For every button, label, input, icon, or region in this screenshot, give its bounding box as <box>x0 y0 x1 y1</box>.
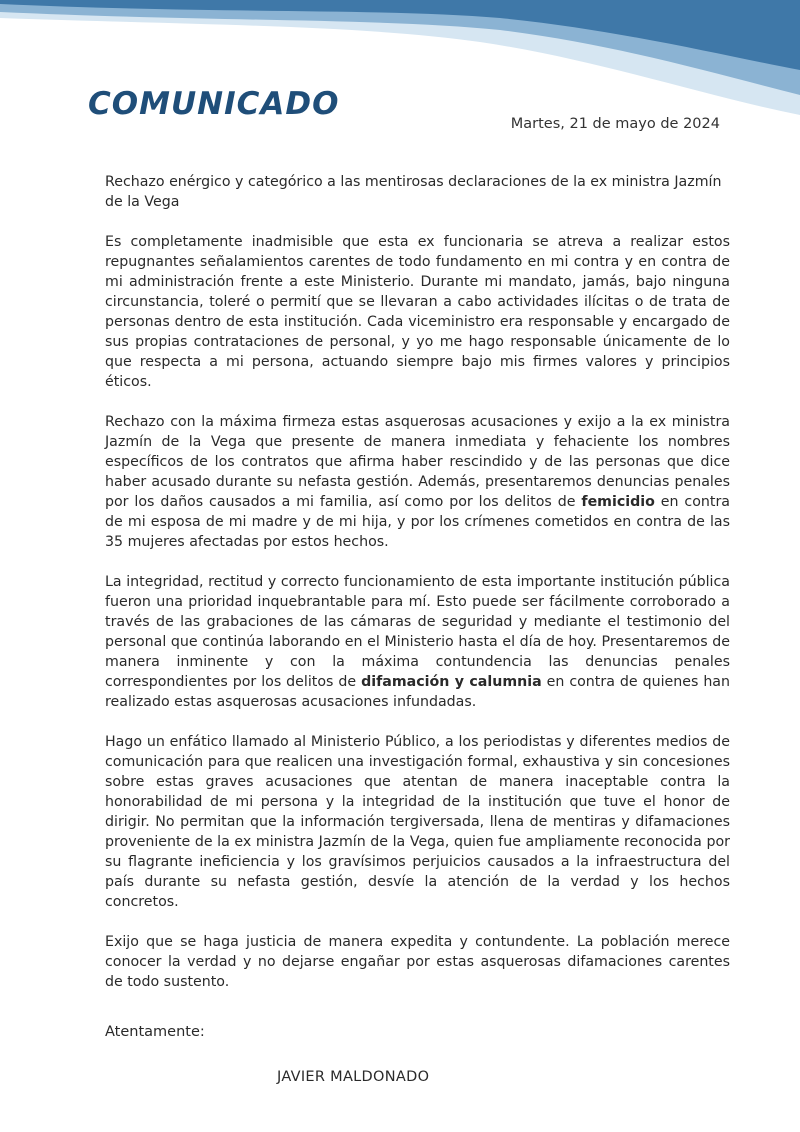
document-date: Martes, 21 de mayo de 2024 <box>510 116 720 132</box>
paragraph-2-bold: femicidio <box>581 494 655 510</box>
paragraph-2-text-a: Rechazo con la máxima firmeza estas asquerosas acusaciones y exijo a la ex ministra Jazmín de la Vega que presente de manera inmediata y fehaciente los nombres específicos de los contratos que afirma haber rescindido y de las personas que dice haber acusado durante su nefasta gestión. Además, presentaremos denuncias penales por los daños causados a mi familia, así como por los delitos de <box>105 414 730 510</box>
paragraph-4: Hago un enfático llamado al Ministerio Público, a los periodistas y diferentes medios de comunicación para que realicen una investigación formal, exhaustiva y sin concesiones sobre estas graves acusaciones que atentan de manera inaceptable contra la honorabilidad de mi persona y la integridad de la institución que tuve el honor de dirigir. No permitan que la información tergiversada, llena de mentiras y difamaciones proveniente de la ex ministra Jazmín de la Vega, quien fue ampliamente reconocida por su flagrante ineficiencia y los gravísimos perjuicios causados a la infraestructura del país durante su nefasta gestión, desvíe la atención de la verdad y los hechos concretos. <box>105 734 730 910</box>
lead-paragraph: Rechazo enérgico y categórico a las mentirosas declaraciones de la ex ministra Jazmín de la Vega <box>105 174 722 210</box>
signature-name: JAVIER MALDONADO <box>277 1069 430 1085</box>
document-body <box>105 172 730 1012</box>
paragraph-2-text-b: en contra de mi esposa de mi madre y de mi hija, y por los crímenes cometidos en contra de las 35 mujeres afectadas por estos hechos. <box>105 494 730 550</box>
paragraph-3-text-b: en contra de quienes han realizado estas asquerosas acusaciones infundadas. <box>105 674 730 710</box>
closing-salutation: Atentamente: <box>105 1024 205 1040</box>
paragraph-5: Exijo que se haga justicia de manera expedita y contundente. La población merece conocer la verdad y no dejarse engañar por estas asquerosas difamaciones carentes de todo sustento. <box>105 934 730 990</box>
paragraph-3 <box>105 572 730 712</box>
document-title: COMUNICADO <box>88 86 340 122</box>
paragraph-3-bold: difamación y calumnia <box>361 674 542 690</box>
paragraph-1: Es completamente inadmisible que esta ex funcionaria se atreva a realizar estos repugnantes señalamientos carentes de todo fundamento en mi contra y en contra de mi administración frente a este Ministerio. Durante mi mandato, jamás, bajo ninguna circunstancia, toleré o permití que se llevaran a cabo actividades ilícitas o de trata de personas dentro de esta institución. Cada viceministro era responsable y encargado de sus propias contrataciones de personal, y yo me hago responsable únicamente de lo que respecta a mi persona, actuando siempre bajo mis firmes valores y principios éticos. <box>105 234 730 390</box>
paragraph-3-text-a: La integridad, rectitud y correcto funcionamiento de esta importante institución pública fueron una prioridad inquebrantable para mí. Esto puede ser fácilmente corroborado a través de las grabaciones de las cámaras de seguridad y mediante el testimonio del personal que continúa laborando en el Ministerio hasta el día de hoy. Presentaremos de manera inminente y con la máxima contundencia las denuncias penales correspondientes por los delitos de <box>105 574 730 690</box>
paragraph-2 <box>105 412 730 552</box>
